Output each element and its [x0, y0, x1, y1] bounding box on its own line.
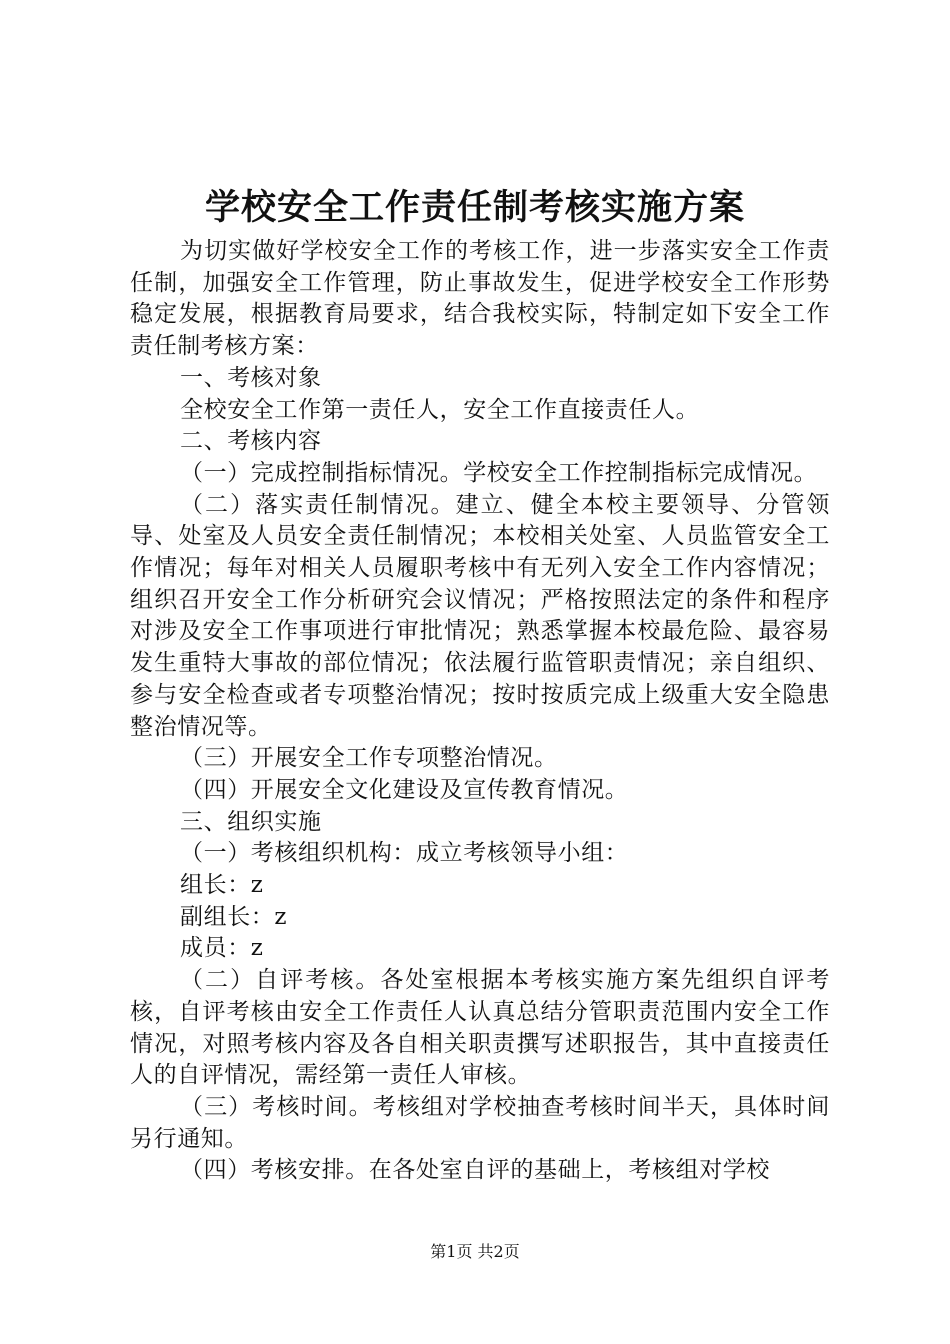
paragraph-safety-culture: （四）开展安全文化建设及宣传教育情况。 [180, 776, 629, 803]
paragraph-responsibility-implementation: （二）落实责任制情况。建立、健全本校主要领导、分管领导、处室及人员安全责任制情况；本校相关处室、人员监管安全工作情况；每年对相关人员履职考核中有无列入安全工作内容情况；组织召开安全工作分析研究会议情况；严格按照法定的条件和程序对涉及安全工作事项进行审批情况；熟悉掌握本校最危险、最容易发生重特大事故的部位情况；依法履行监管职责情况；亲自组织、参与安全检查或者专项整治情况；按时按质完成上级重大安全隐患整治情况等。 [130, 491, 830, 740]
paragraph-assessment-targets: 全校安全工作第一责任人，安全工作直接责任人。 [180, 396, 700, 423]
paragraph-organization-structure: （一）考核组织机构：成立考核领导小组： [180, 840, 629, 867]
paragraph-assessment-arrangement: （四）考核安排。在各处室自评的基础上，考核组对学校 [180, 1157, 770, 1184]
document-title: 学校安全工作责任制考核实施方案 [204, 187, 745, 228]
paragraph-members: 成员：z [180, 935, 264, 962]
section-heading-assessment-targets: 一、考核对象 [180, 364, 322, 391]
paragraph-team-leader: 组长：z [180, 872, 264, 899]
section-heading-assessment-content: 二、考核内容 [180, 428, 322, 455]
paragraph-assessment-time: （三）考核时间。考核组对学校抽查考核时间半天，具体时间另行通知。 [130, 1093, 830, 1152]
page-footer: 第1页 共2页 [430, 1242, 520, 1261]
document-body [130, 236, 830, 1187]
paragraph-control-indicators: （一）完成控制指标情况。学校安全工作控制指标完成情况。 [180, 459, 818, 486]
paragraph-special-rectification: （三）开展安全工作专项整治情况。 [180, 745, 558, 772]
intro-paragraph: 为切实做好学校安全工作的考核工作，进一步落实安全工作责任制，加强安全工作管理，防止事故发生，促进学校安全工作形势稳定发展，根据教育局要求，结合我校实际，特制定如下安全工作责任制考核方案： [130, 238, 830, 360]
section-heading-organization: 三、组织实施 [180, 808, 322, 835]
paragraph-self-assessment: （二）自评考核。各处室根据本考核实施方案先组织自评考核，自评考核由安全工作责任人认真总结分管职责范围内安全工作情况，对照考核内容及各自相关职责撰写述职报告，其中直接责任人的自评情况，需经第一责任人审核。 [130, 967, 830, 1089]
paragraph-deputy-leader: 副组长：z [180, 903, 288, 930]
